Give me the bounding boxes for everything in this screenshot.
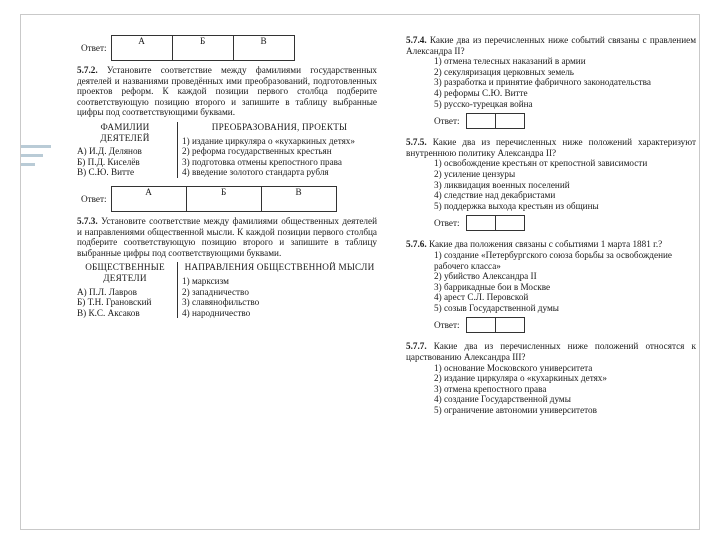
list-item: 3) подготовка отмены крепостного права [182, 156, 342, 167]
list-item: 5) русско-турецкая война [434, 98, 533, 109]
list-item: 5) созыв Государственной думы [434, 302, 559, 313]
answer-cell-c: В [233, 36, 294, 61]
matching-columns-2 [77, 262, 377, 318]
column-header-a: ФАМИЛИИ ДЕЯТЕЛЕЙ [100, 121, 150, 143]
list-item: 3) отмена крепостного права [434, 383, 547, 394]
list-item: 4) арест С.Л. Перовской [434, 292, 529, 303]
answer-label: Ответ: [434, 115, 460, 126]
answer-cell-b: Б [186, 186, 261, 211]
list-item: Б) П.Д. Киселёв [77, 156, 140, 167]
answer-label: Ответ: [434, 320, 460, 331]
list-item: 2) убийство Александра II [434, 271, 537, 282]
list-item: 2) усиление цензуры [434, 168, 516, 179]
task-number: 5.7.3. [77, 215, 98, 226]
document-page [20, 14, 700, 530]
list-item: 1) издание циркуляра о «кухаркиных детях» [182, 135, 355, 146]
list-item: 3) ликвидация военных поселений [434, 179, 570, 190]
answer-cell-b: Б [172, 36, 233, 61]
list-item: 2) реформа государственных крестьян [182, 146, 332, 157]
answer-boxes [434, 215, 696, 231]
answer-label: Ответ: [81, 193, 107, 204]
answer-boxes [434, 113, 696, 129]
task-text: Установите соответствие между фамилиями общественных деятелей и направлениями общественной мысли. К каждой позиции первого столбца подберите соответствующую позицию второго и запишите в таблицу выбранные цифры под соответствующими буквами. [77, 215, 377, 258]
answer-table-1 [77, 35, 295, 61]
answer-label: Ответ: [434, 218, 460, 229]
list-item: 5) поддержка выхода крестьян из общины [434, 200, 599, 211]
list-item: 4) реформы С.Ю. Витте [434, 87, 528, 98]
list-item: 1) освобождение крестьян от крепостной зависимости [434, 158, 648, 169]
list-item: В) С.Ю. Витте [77, 167, 135, 178]
answer-label: Ответ: [81, 42, 107, 53]
list-item: 4) создание Государственной думы [434, 394, 571, 405]
task-5-7-2 [77, 65, 377, 118]
task-5-7-7 [406, 341, 696, 415]
list-item: Б) Т.Н. Грановский [77, 297, 152, 308]
task-text: Какие два из перечисленных ниже положений характеризуют внутреннюю политику Александра II? [406, 137, 697, 158]
answer-cell-a: А [111, 186, 186, 211]
list-item: 4) введение золотого стандарта рубля [182, 167, 329, 178]
task-5-7-5 [406, 137, 696, 231]
list-item: 2) секуляризация церковных земель [434, 66, 574, 77]
task-text: Какие два из перечисленных ниже положений относятся к царствованию Александра III? [406, 341, 696, 363]
list-item: 1) основание Московского университета [434, 362, 593, 373]
answer-box [496, 317, 525, 333]
answer-table-2 [77, 186, 337, 212]
answer-box [466, 317, 496, 333]
task-5-7-3 [77, 216, 377, 258]
task-number: 5.7.2. [77, 65, 98, 75]
column-header-a: ОБЩЕСТВЕННЫЕ ДЕЯТЕЛИ [85, 262, 165, 283]
task-text: Установите соответствие между фамилиями государственных деятелей и названиями проведённых ими преобразований, подготовленных проектов реформ. К каждой позиции первого столбца подберите соответствующую позицию второго и запишите в таблицу выбранные цифры под соответствующими буквами. [77, 65, 377, 118]
list-item: 2) западничество [182, 286, 249, 297]
list-item: 2) издание циркуляра о «кухаркиных детях» [434, 373, 607, 384]
column-header-b: НАПРАВЛЕНИЯ ОБЩЕСТВЕННОЙ МЫСЛИ [184, 262, 375, 273]
answer-box [496, 215, 525, 231]
matching-columns-1 [77, 122, 377, 178]
list-item: 1) отмена телесных наказаний в армии [434, 56, 586, 67]
answer-box [466, 215, 496, 231]
task-number: 5.7.6. [406, 239, 427, 250]
list-item: 4) народничество [182, 307, 251, 318]
task-5-7-4 [406, 35, 696, 129]
slide-decoration [21, 145, 51, 172]
task-text: Какие два из перечисленных ниже событий связаны с правлением Александра II? [406, 35, 697, 56]
right-column [406, 35, 696, 418]
list-item: 4) следствие над декабристами [434, 190, 556, 201]
answer-boxes [434, 317, 696, 333]
task-text: Какие два положения связаны с событиями 1 марта 1881 г.? [428, 239, 663, 250]
answer-cell-c: В [261, 186, 336, 211]
list-item: 3) баррикадные бои в Москве [434, 281, 551, 292]
task-5-7-6 [406, 239, 696, 333]
task-number: 5.7.7. [406, 341, 427, 352]
list-item: А) И.Д. Делянов [77, 146, 142, 157]
column-header-b: ПРЕОБРАЗОВАНИЯ, ПРОЕКТЫ [211, 121, 348, 132]
list-item: 5) ограничение автономии университетов [434, 405, 597, 416]
list-item: 3) разработка и принятие фабричного законодательства [434, 77, 651, 88]
task-number: 5.7.5. [406, 137, 427, 148]
answer-box [466, 113, 496, 129]
list-item: 1) создание «Петербургского союза борьбы за освобождение рабочего класса» [434, 249, 672, 271]
list-item: А) П.Л. Лавров [77, 286, 137, 297]
answer-cell-a: А [111, 36, 172, 61]
list-item: В) К.С. Аксаков [77, 307, 140, 318]
answer-box [496, 113, 525, 129]
list-item: 1) марксизм [182, 275, 229, 286]
left-column [77, 35, 377, 318]
task-number: 5.7.4. [406, 35, 427, 45]
list-item: 3) славянофильство [182, 297, 260, 308]
